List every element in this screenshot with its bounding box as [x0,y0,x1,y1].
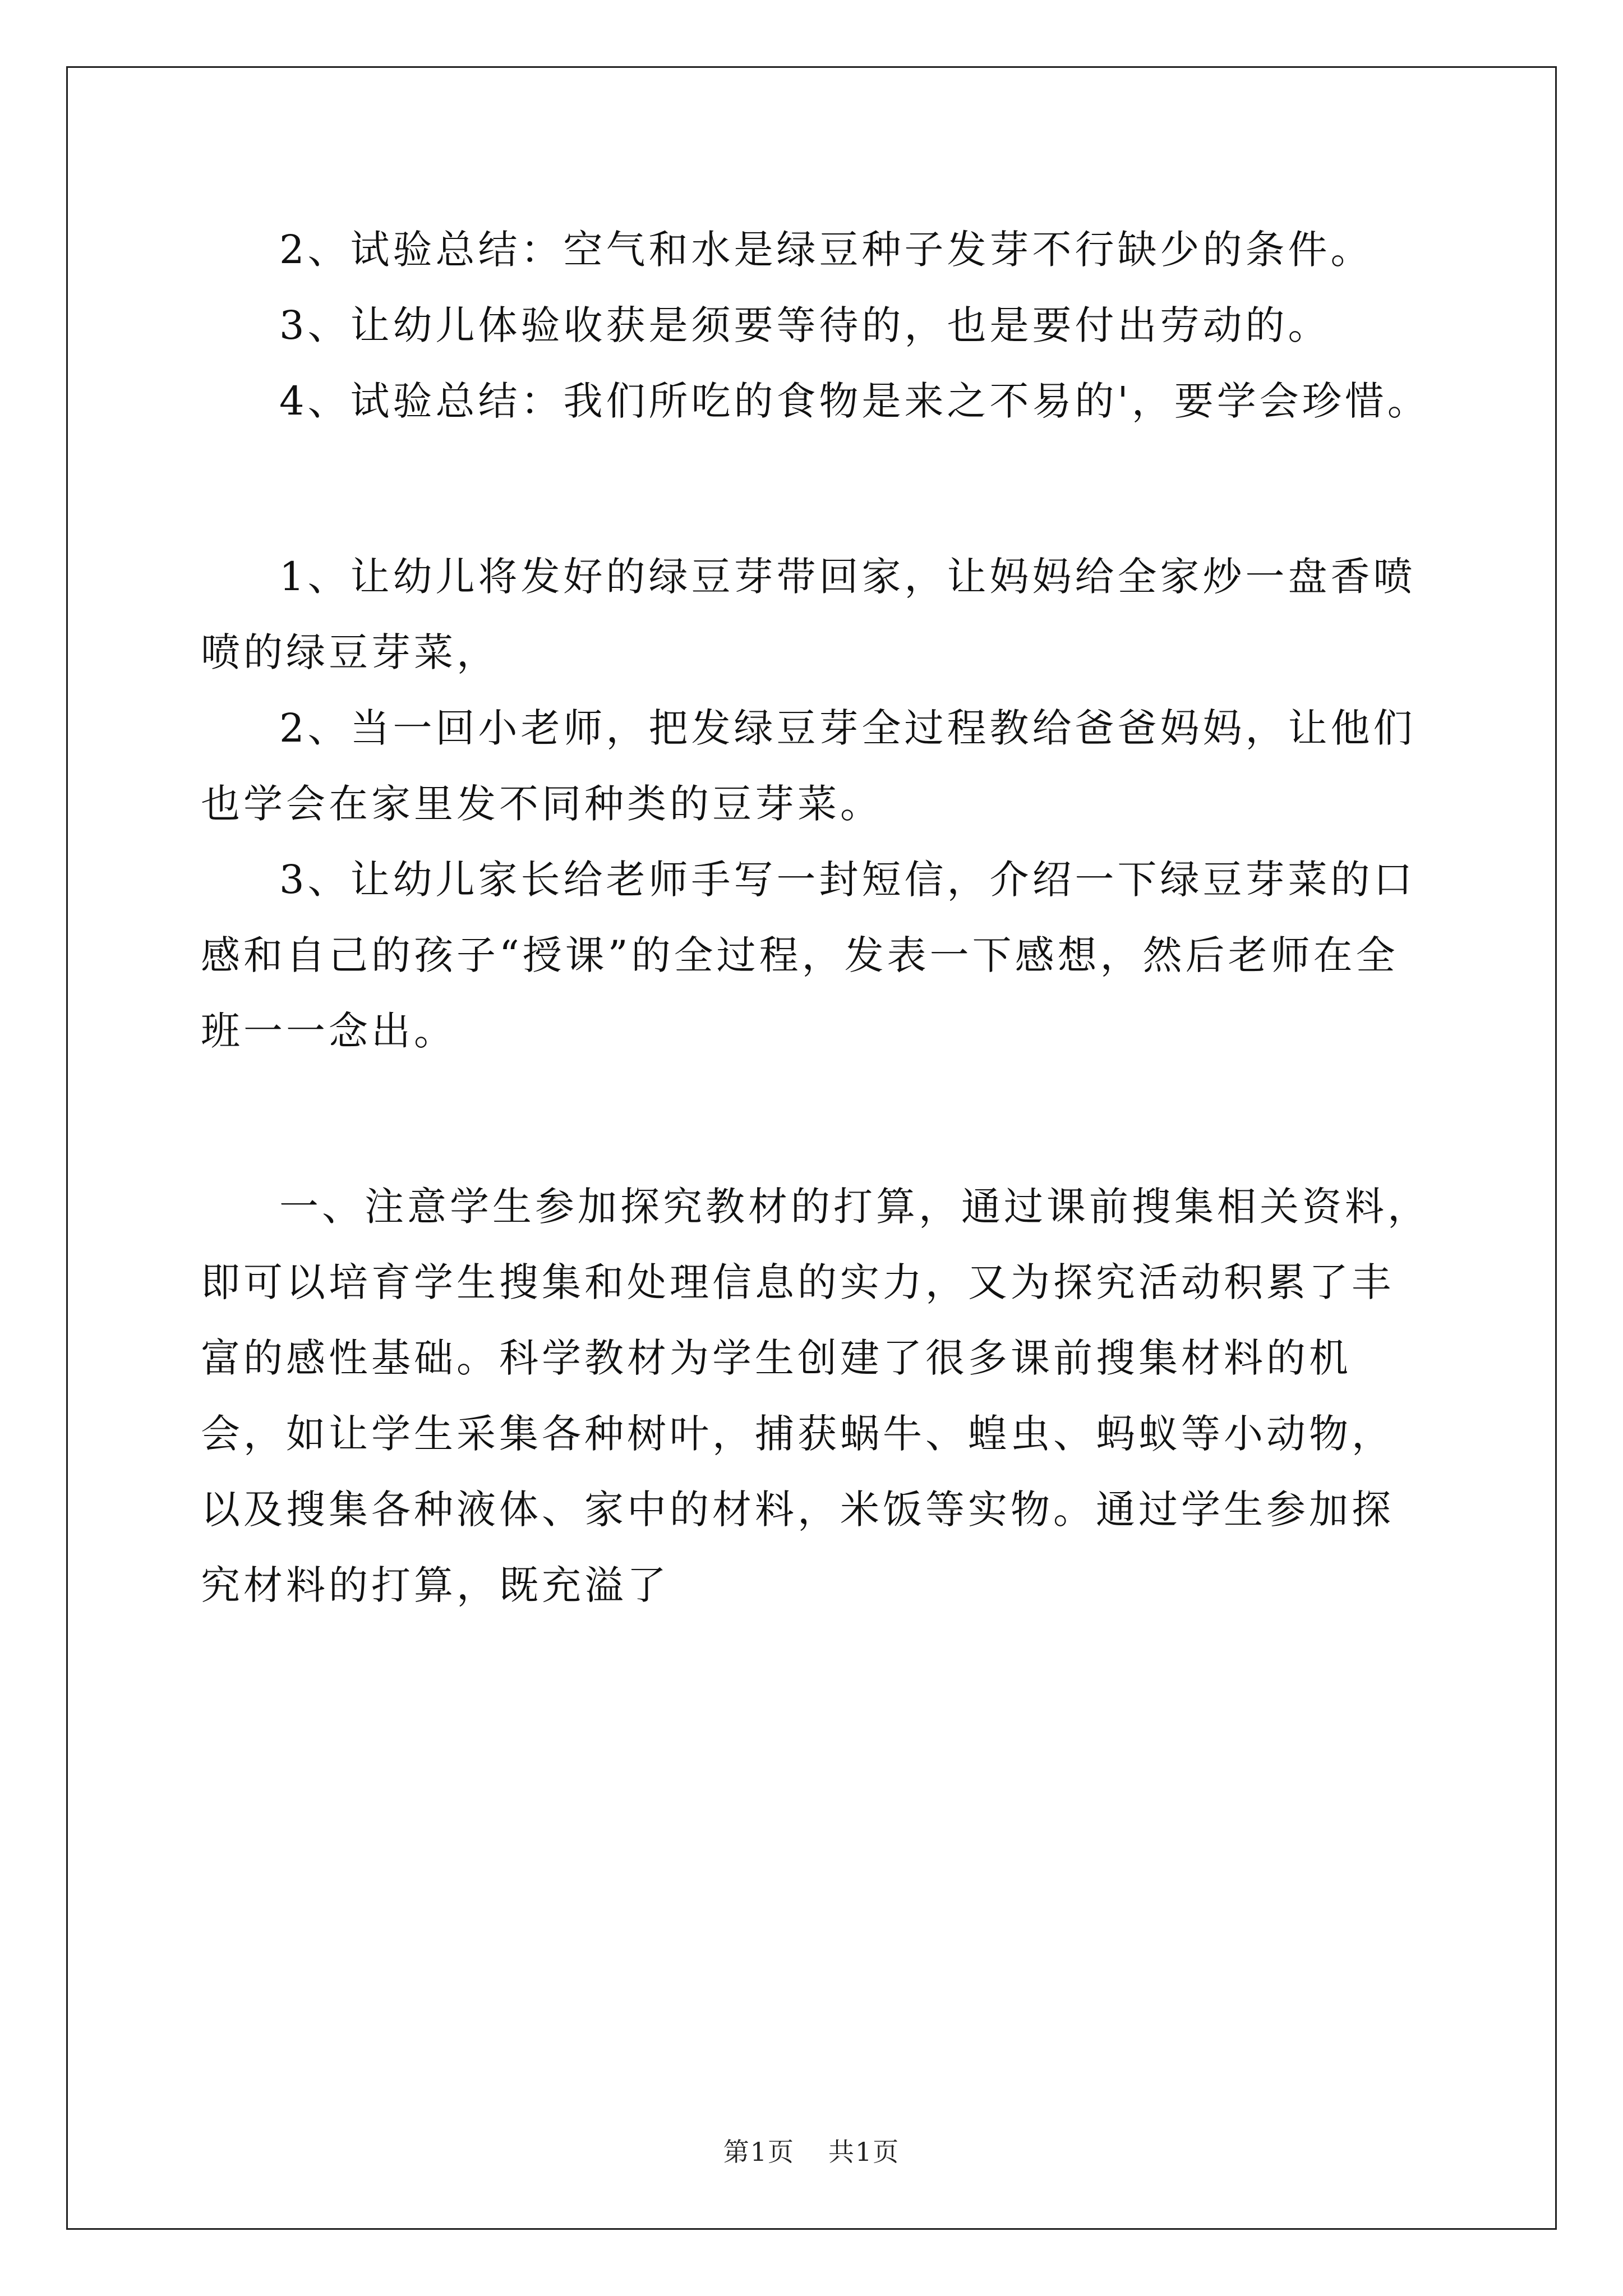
section-gap [201,439,1435,539]
document-body [201,212,1435,1623]
section-gap [201,1069,1435,1169]
paragraph: 3、让幼儿体验收获是须要等待的，也是要付出劳动的。 [279,302,1331,348]
paragraph: 1、让幼儿将发好的绿豆芽带回家，让妈妈给全家炒一盘香喷喷的绿豆芽菜， [201,554,1416,675]
paragraph: 一、注意学生参加探究教材的打算，通过课前搜集相关资料，即可以培育学生搜集和处理信息的实力，又为探究活动积累了丰富的感性基础。科学教材为学生创建了很多课前搜集材料的机会，如让学生采集各种树叶，捕获蜗牛、蝗虫、蚂蚁等小动物，以及搜集各种液体、家中的材料，米饭等实物。通过学生参加探究材料的打算，既充溢了 [201,1184,1430,1608]
paragraph: 3、让幼儿家长给老师手写一封短信，介绍一下绿豆芽菜的口感和自己的孩子“授课”的全过程，发表一下感想，然后老师在全班一一念出。 [201,857,1416,1054]
page-number: 第1页 [723,2137,795,2167]
paragraph: 2、当一回小老师，把发绿豆芽全过程教给爸爸妈妈，让他们也学会在家里发不同种类的豆芽菜。 [201,705,1416,827]
paragraph: 4、试验总结：我们所吃的食物是来之不易的'，要学会珍惜。 [279,378,1430,424]
page-footer [0,2132,1623,2169]
page-total: 共1页 [828,2137,900,2167]
paragraph: 2、试验总结：空气和水是绿豆种子发芽不行缺少的条件。 [279,227,1373,273]
